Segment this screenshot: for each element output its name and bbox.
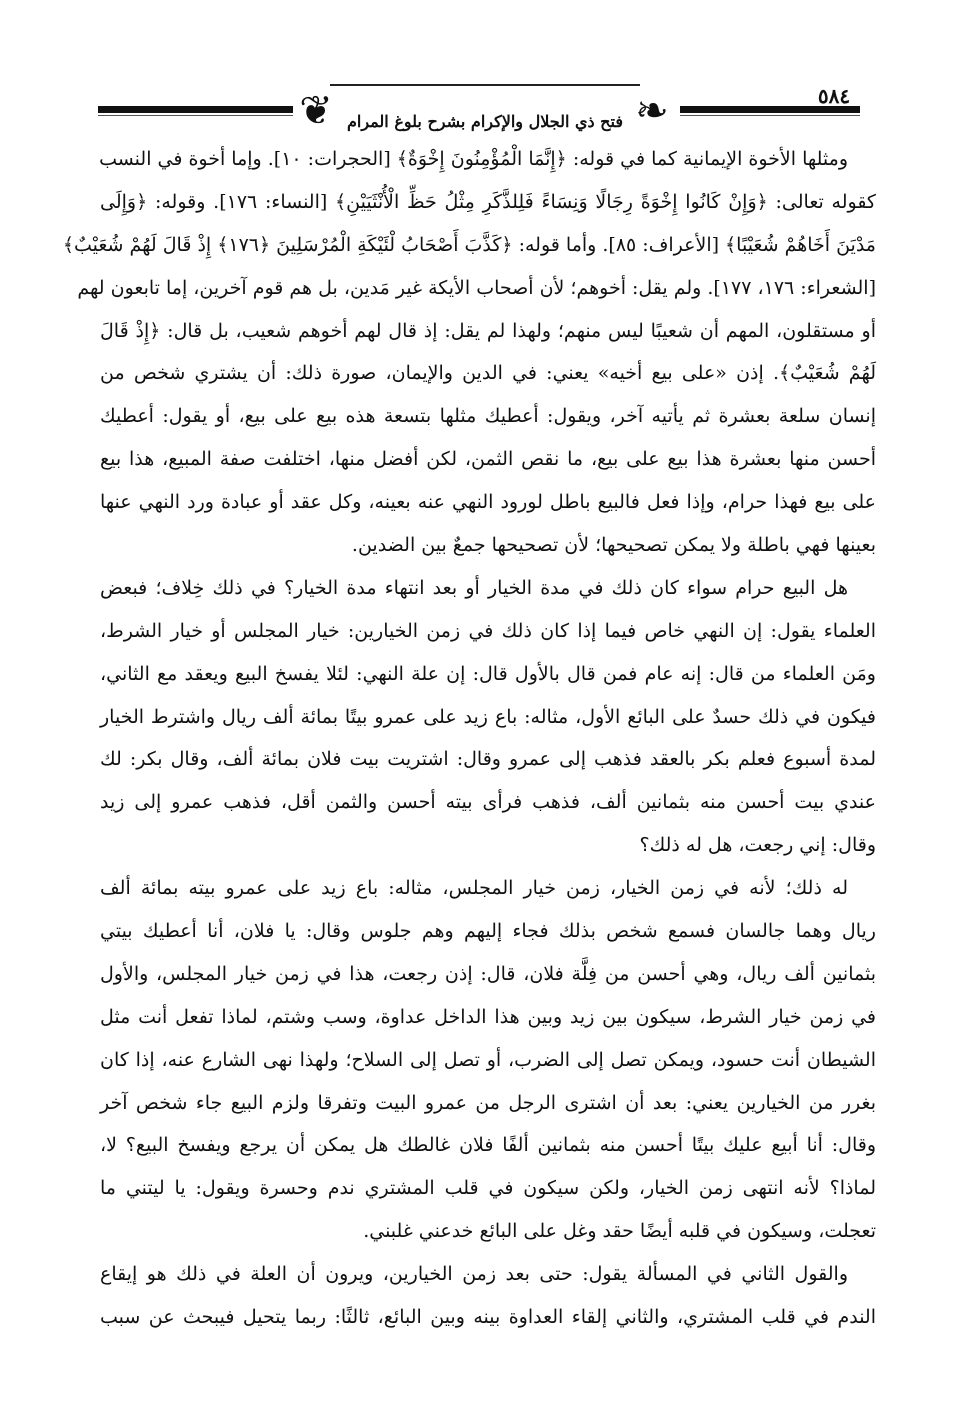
text-line: له ذلك؛ لأنه في زمن الخيار، زمن خيار المجلس، مثاله: باع زيد على عمرو بيته بمائة ألف <box>100 877 848 900</box>
text-line: على بيع فهذا حرام، وإذا فعل فالبيع باطل لورود النهي عنه بعينه، وكل عقد أو عبادة ورد النهي عنها <box>100 491 876 514</box>
page-number: ٥٨٤ <box>808 84 860 110</box>
header-rule-left <box>98 106 293 113</box>
text-line: بغرر من الخيارين يعني: بعد أن اشترى الرجل من عمرو البيت وتفرقا ولزم البيع جاء شخص آخر <box>100 1091 876 1114</box>
text-line: مَدْيَنَ أَخَاهُمْ شُعَيْبًا﴾ [الأعراف: ٨٥]. وأما قوله: ﴿كَذَّبَ أَصْحَابُ لْئَيْكَةِ الْمُرْسَلِينَ ﴿١٧٦﴾ إِذْ قَالَ لَهُمْ شُعَيْبٌ﴾ <box>62 233 876 256</box>
text-line: [الشعراء: ١٧٦، ١٧٧]. ولم يقل: أخوهم؛ لأن أصحاب الأيكة غير مَدين، بل هم قوم آخرين، إما تابعون لهم <box>77 276 876 299</box>
text-line: فيكون في ذلك حسدٌ على البائع الأول، مثاله: باع زيد على عمرو بيتًا بمائة ألف ريال واشترط الخيار <box>100 705 876 728</box>
text-line: أحسن منها بعشرة هذا بيع على بيع، ما نقص الثمن، لكن أفضل منها، اختلفت صفة المبيع، هذا بيع <box>100 448 876 471</box>
text-line: عندي بيت أحسن منه بثمانين ألف، فذهب فرأى بيته أحسن والثمن أقل، فذهب عمرو إلى زيد <box>100 791 876 814</box>
text-line: الندم في قلب المشتري، والثاني إلقاء العداوة بينه وبين البائع، ثالثًا: ربما يتحيل فيبحث عن سبب <box>100 1306 876 1329</box>
text-line: لَهُمْ شُعَيْبٌ﴾. إذن «على بيع أخيه» يعني: في الدين والإيمان، صورة ذلك: أن يشتري شخص من <box>100 362 876 385</box>
text-line: إنسان سلعة بعشرة ثم يأتيه آخر، ويقول: أعطيك مثلها بتسعة هذه بيع على بيع، أو يقول: أعطيك <box>100 405 876 428</box>
page-header <box>0 0 978 140</box>
book-title: فتح ذي الجلال والإكرام بشرح بلوغ المرام <box>347 112 623 131</box>
text-line: كقوله تعالى: ﴿وَإِنْ كَانُوا إِخْوَةً رِجَالًا وَنِسَاءً فَلِلذَّكَرِ مِثْلُ حَظِّ الْأُنْثَيَيْنِ﴾ [النساء: ١٧٦]. وقوله: ﴿وَإِلَى <box>100 190 876 213</box>
text-line: تعجلت، وسيكون في قلبه أيضًا حقد وغل على البائع خدعني غلبني. <box>363 1220 876 1243</box>
page-body <box>62 138 876 1339</box>
header-top-rule <box>330 84 640 86</box>
text-line: في زمن خيار الشرط، سيكون بين زيد وبين هذا الداخل عداوة، وسب وشتم، لماذا تفعل أنت مثل <box>100 1005 876 1028</box>
text-line: هل البيع حرام سواء كان ذلك في مدة الخيار أو بعد انتهاء مدة الخيار؟ في ذلك خِلاف؛ فبعض <box>100 576 848 599</box>
text-line: بعينها فهي باطلة ولا يمكن تصحيحها؛ لأن تصحيحها جمعٌ بين الضدين. <box>351 534 876 557</box>
ornament-icon: ❦ <box>299 88 333 134</box>
text-line: الشيطان أنت حسود، ويمكن تصل إلى الضرب، أو تصل إلى السلاح؛ ولهذا نهى الشارع عنه، إذا كان <box>100 1048 876 1071</box>
ornament-icon: ❧ <box>635 88 669 134</box>
text-line: العلماء يقول: إن النهي خاص فيما إذا كان ذلك في زمن الخيارين: خيار المجلس أو خيار الشرط، <box>100 619 876 642</box>
text-line: ومثلها الأخوة الإيمانية كما في قوله: ﴿إِنَّمَا الْمُؤْمِنُونَ إِخْوَةٌ﴾ [الحجرات: ١٠]. وإما أخوة في النسب <box>99 148 848 170</box>
text-line: والقول الثاني في المسألة يقول: حتى بعد زمن الخيارين، ويرون أن العلة في ذلك هو إيقاع <box>100 1263 848 1286</box>
text-line: بثمانين ألف ريال، وهي أحسن من فِلَّة فلان، قال: إذن رجعت، هذا في زمن خيار المجلس، والأول <box>100 962 876 985</box>
text-line: ريال وهما جالسان فسمع شخص بذلك فجاء إليهم وهم جلوس وقال: يا فلان، أنا أعطيك بيتي <box>100 920 876 943</box>
text-line: أو مستقلون، المهم أن شعيبًا ليس منهم؛ ولهذا لم يقل: إذ قال لهم أخوهم شعيب، بل قال: ﴿إِذْ قَالَ <box>100 319 876 342</box>
text-line: لمدة أسبوع فعلم بكر بالعقد فذهب إلى عمرو وقال: اشتريت بيت فلان بمائة ألف، وقال بكر: لك <box>100 748 876 771</box>
text-line: وقال: أنا أبيع عليك بيتًا أحسن منه بثمانين ألفًا فلان غالطك هل يمكن أن يرجع ويفسخ البيع؟ لا، <box>100 1134 876 1157</box>
text-line: ومَن العلماء من قال: إنه عام فمن قال بالأول قال: إن علة النهي: لئلا يفسخ البيع ويعقد مع الثاني، <box>100 662 876 685</box>
text-line: وقال: إني رجعت، هل له ذلك؟ <box>639 834 876 857</box>
text-line: لماذا؟ لأنه انتهى زمن الخيار، ولكن سيكون في قلب المشتري ندم وحسرة ويقول: يا ليتني ما <box>100 1177 876 1200</box>
